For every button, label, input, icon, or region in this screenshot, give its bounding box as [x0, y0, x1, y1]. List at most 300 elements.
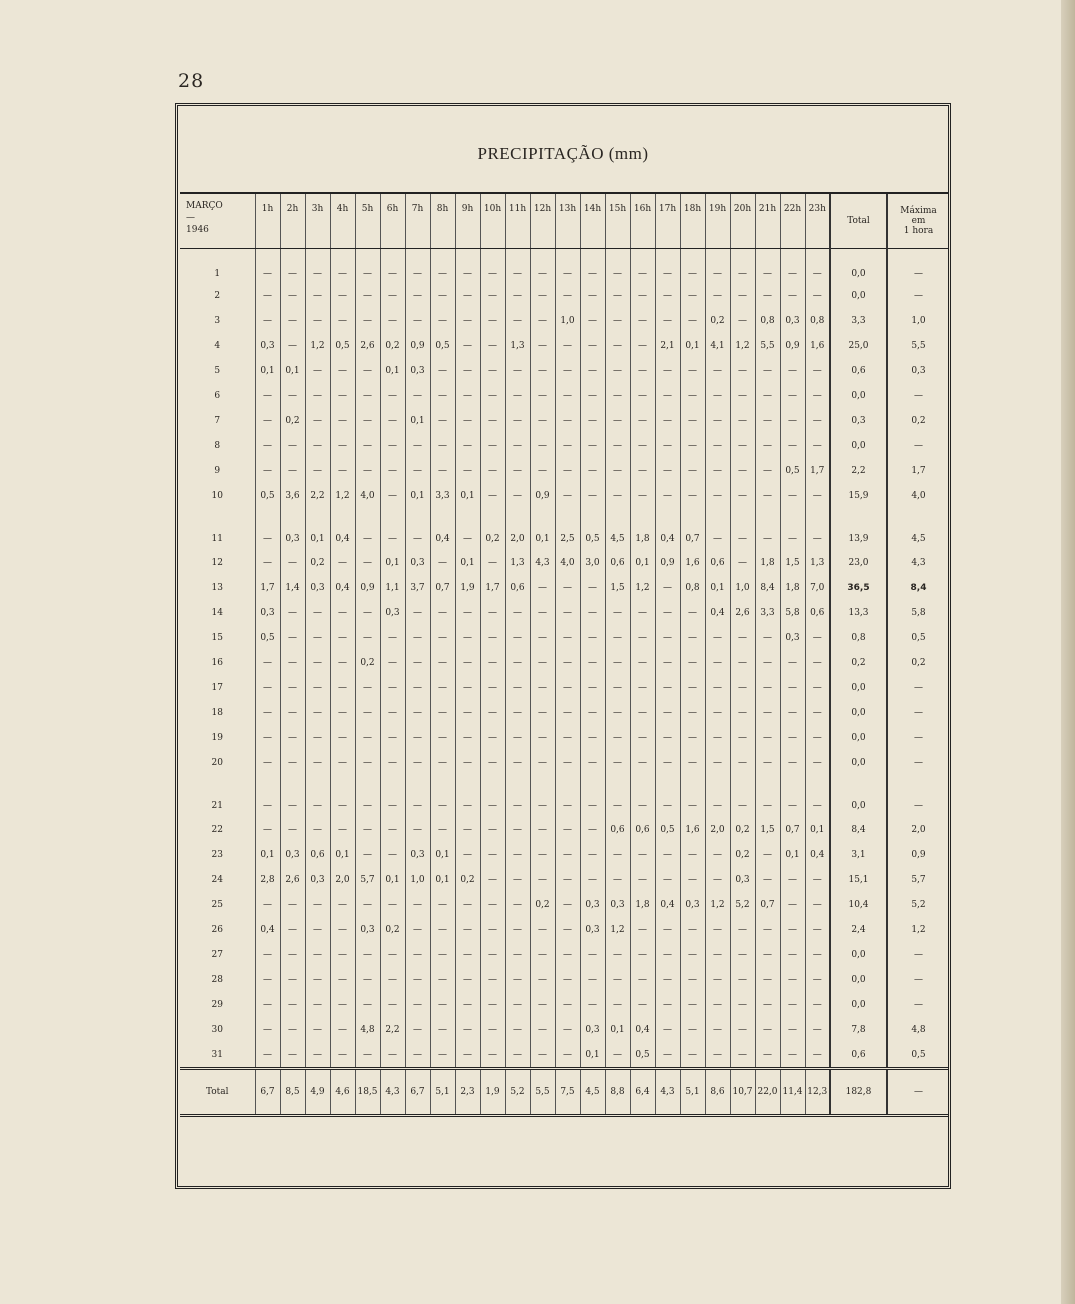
hour-cell: —	[255, 508, 280, 550]
hour-cell: 0,3	[680, 892, 705, 917]
hour-total-cell: 8,8	[605, 1069, 630, 1116]
grand-total-cell: 182,8	[830, 1069, 887, 1116]
hour-cell: —	[655, 483, 680, 508]
hour-cell: —	[730, 550, 755, 575]
hour-cell: —	[405, 892, 430, 917]
hour-cell: 4,5	[605, 508, 630, 550]
hour-cell: —	[405, 967, 430, 992]
hour-cell: —	[405, 1042, 430, 1069]
hour-cell: —	[255, 550, 280, 575]
hour-cell: —	[805, 867, 830, 892]
hour-cell: —	[655, 1017, 680, 1042]
hour-cell: —	[255, 249, 280, 284]
hour-cell: —	[655, 458, 680, 483]
hour-cell: —	[555, 333, 580, 358]
hour-total-cell: 5,1	[430, 1069, 455, 1116]
day-max-cell: —	[887, 700, 949, 725]
month-label: MARÇO	[186, 201, 223, 211]
hour-cell: —	[780, 967, 805, 992]
hour-cell: —	[655, 383, 680, 408]
hour-cell: —	[605, 625, 630, 650]
day-total-cell: 0,0	[830, 942, 887, 967]
table-row	[180, 483, 949, 508]
hour-cell: —	[655, 358, 680, 383]
hour-cell: 2,2	[380, 1017, 405, 1042]
hour-cell: —	[430, 992, 455, 1017]
hour-cell: —	[805, 917, 830, 942]
hour-cell: —	[805, 650, 830, 675]
hour-cell: —	[655, 600, 680, 625]
hour-total-cell: 4,3	[655, 1069, 680, 1116]
hour-cell: —	[655, 675, 680, 700]
hour-cell: —	[555, 600, 580, 625]
day-total-cell: 23,0	[830, 550, 887, 575]
hour-cell: —	[505, 942, 530, 967]
hour-cell: —	[630, 383, 655, 408]
hour-cell: —	[755, 249, 780, 284]
hour-cell: —	[680, 600, 705, 625]
hour-cell: —	[680, 1042, 705, 1069]
hour-cell: —	[630, 433, 655, 458]
hour-cell: —	[255, 383, 280, 408]
hour-cell: —	[805, 750, 830, 775]
table-row	[180, 917, 949, 942]
hour-cell: 0,4	[655, 508, 680, 550]
hour-cell: —	[655, 308, 680, 333]
hour-cell: —	[405, 458, 430, 483]
hour-cell: 0,1	[805, 817, 830, 842]
hour-cell: —	[480, 775, 505, 817]
day-cell: 6	[214, 390, 221, 401]
hour-cell: 0,9	[405, 333, 430, 358]
hour-cell: —	[380, 700, 405, 725]
table-row	[180, 892, 949, 917]
hour-cell: —	[355, 942, 380, 967]
hour-cell: —	[680, 283, 705, 308]
hour-cell: —	[480, 383, 505, 408]
hour-cell: 1,2	[730, 333, 755, 358]
hour-cell: —	[605, 725, 630, 750]
hour-cell: —	[480, 433, 505, 458]
hour-cell: —	[605, 842, 630, 867]
month-dash: —	[186, 213, 195, 223]
hour-cell: —	[755, 842, 780, 867]
day-total-cell: 13,9	[830, 508, 887, 550]
hour-cell: —	[430, 1017, 455, 1042]
day-max-cell: 2,0	[887, 817, 949, 842]
hour-cell: —	[705, 358, 730, 383]
hour-cell: —	[680, 308, 705, 333]
table-row	[180, 867, 949, 892]
hour-cell: —	[330, 650, 355, 675]
hour-cell: —	[555, 942, 580, 967]
day-cell: 11	[211, 534, 223, 544]
hour-cell: —	[580, 333, 605, 358]
hour-cell: —	[705, 650, 730, 675]
hour-cell: —	[755, 1017, 780, 1042]
hour-cell: —	[555, 358, 580, 383]
hour-cell: 5,8	[780, 600, 805, 625]
hour-cell: —	[680, 433, 705, 458]
day-total-cell: 8,4	[830, 817, 887, 842]
hour-cell: 1,5	[780, 550, 805, 575]
hour-cell: 0,2	[530, 892, 555, 917]
table-row	[180, 550, 949, 575]
hour-cell: —	[455, 892, 480, 917]
hour-cell: —	[405, 775, 430, 817]
hour-cell: —	[530, 967, 555, 992]
day-total-cell: 13,3	[830, 600, 887, 625]
hour-cell: —	[580, 942, 605, 967]
table-row	[180, 1017, 949, 1042]
hour-cell: —	[605, 433, 630, 458]
hour-cell: —	[580, 867, 605, 892]
hour-cell: —	[805, 942, 830, 967]
hour-cell: 0,7	[680, 508, 705, 550]
hour-cell: —	[380, 725, 405, 750]
hour-cell: —	[680, 1017, 705, 1042]
hour-cell: —	[555, 408, 580, 433]
hour-cell: —	[755, 967, 780, 992]
hour-cell: 0,4	[430, 508, 455, 550]
hour-cell: —	[705, 942, 730, 967]
hour-cell: —	[530, 650, 555, 675]
hour-cell: 2,2	[305, 483, 330, 508]
hour-cell: 0,1	[305, 508, 330, 550]
hour-cell: 1,1	[380, 575, 405, 600]
hour-cell: —	[355, 383, 380, 408]
hour-cell: —	[455, 650, 480, 675]
hour-cell: —	[755, 650, 780, 675]
hour-cell: —	[555, 917, 580, 942]
hour-header: 23h	[805, 193, 830, 249]
hour-cell: 0,7	[430, 575, 455, 600]
hour-cell: —	[330, 917, 355, 942]
hour-cell: 0,1	[380, 358, 405, 383]
hour-cell: —	[405, 433, 430, 458]
hour-cell: —	[480, 917, 505, 942]
hour-cell: —	[730, 992, 755, 1017]
hour-cell: —	[505, 600, 530, 625]
hour-cell: —	[255, 892, 280, 917]
hour-cell: 0,4	[255, 917, 280, 942]
hour-cell: 0,5	[255, 625, 280, 650]
hour-cell: —	[355, 433, 380, 458]
hour-cell: 0,9	[655, 550, 680, 575]
hour-cell: —	[280, 625, 305, 650]
hour-cell: —	[330, 817, 355, 842]
day-max-cell: 5,2	[887, 892, 949, 917]
hour-cell: —	[330, 725, 355, 750]
hour-cell: —	[455, 283, 480, 308]
hour-total-cell: 6,7	[255, 1069, 280, 1116]
hour-cell: —	[555, 867, 580, 892]
hour-cell: —	[705, 750, 730, 775]
hour-cell: —	[530, 750, 555, 775]
hour-cell: —	[605, 383, 630, 408]
hour-cell: —	[530, 725, 555, 750]
hour-cell: —	[330, 1017, 355, 1042]
hour-cell: —	[280, 458, 305, 483]
hour-cell: —	[505, 842, 530, 867]
hour-cell: 2,0	[705, 817, 730, 842]
hour-cell: —	[505, 283, 530, 308]
hour-cell: —	[330, 283, 355, 308]
hour-cell: —	[730, 433, 755, 458]
hour-cell: —	[430, 408, 455, 433]
hour-total-cell: 4,5	[580, 1069, 605, 1116]
hour-cell: —	[630, 750, 655, 775]
hour-cell: 2,0	[330, 867, 355, 892]
max-header-line: Máxima	[900, 206, 937, 216]
hour-cell: —	[730, 458, 755, 483]
day-total-cell: 0,8	[830, 625, 887, 650]
hour-cell: —	[580, 625, 605, 650]
day-cell: 29	[211, 999, 223, 1010]
hour-cell: —	[680, 650, 705, 675]
hour-cell: —	[530, 625, 555, 650]
hour-cell: —	[730, 675, 755, 700]
hour-cell: 1,7	[255, 575, 280, 600]
hour-cell: —	[330, 750, 355, 775]
hour-cell: —	[430, 942, 455, 967]
hour-cell: —	[355, 725, 380, 750]
hour-cell: —	[680, 249, 705, 284]
day-total-cell: 3,1	[830, 842, 887, 867]
hour-cell: —	[355, 508, 380, 550]
hour-cell: —	[480, 842, 505, 867]
table-row	[180, 700, 949, 725]
hour-total-cell: 5,5	[530, 1069, 555, 1116]
hour-cell: 0,1	[405, 483, 430, 508]
hour-cell: —	[380, 383, 405, 408]
hour-cell: 0,4	[655, 892, 680, 917]
hour-total-cell: 5,1	[680, 1069, 705, 1116]
hour-header: 11h	[505, 193, 530, 249]
hour-cell: —	[630, 700, 655, 725]
table-row	[180, 967, 949, 992]
hour-cell: —	[480, 308, 505, 333]
hour-cell: 0,3	[780, 625, 805, 650]
day-total-cell: 0,6	[830, 358, 887, 383]
hour-cell: —	[430, 967, 455, 992]
hour-cell: —	[605, 333, 630, 358]
hour-cell: —	[430, 775, 455, 817]
day-cell: 22	[211, 824, 223, 835]
hour-cell: —	[555, 892, 580, 917]
hour-cell: —	[305, 650, 330, 675]
hour-cell: —	[505, 817, 530, 842]
hour-cell: —	[430, 917, 455, 942]
hour-cell: —	[730, 650, 755, 675]
hour-cell: —	[430, 725, 455, 750]
hour-cell: 0,1	[430, 842, 455, 867]
hour-cell: 0,6	[630, 817, 655, 842]
hour-cell: 0,1	[255, 842, 280, 867]
hour-cell: —	[580, 308, 605, 333]
day-total-cell: 0,0	[830, 992, 887, 1017]
hour-cell: —	[405, 817, 430, 842]
hour-cell: —	[430, 1042, 455, 1069]
hour-cell: —	[330, 892, 355, 917]
hour-cell: —	[805, 892, 830, 917]
day-total-cell: 25,0	[830, 333, 887, 358]
hour-cell: —	[755, 283, 780, 308]
hour-cell: —	[355, 675, 380, 700]
hour-cell: —	[405, 750, 430, 775]
hour-cell: —	[380, 750, 405, 775]
hour-cell: —	[630, 358, 655, 383]
hour-cell: 1,6	[680, 550, 705, 575]
hour-cell: 0,8	[755, 308, 780, 333]
hour-cell: —	[655, 842, 680, 867]
day-max-cell: 1,2	[887, 917, 949, 942]
hour-cell: —	[680, 483, 705, 508]
hour-cell: —	[730, 1042, 755, 1069]
hour-cell: —	[655, 992, 680, 1017]
hour-cell: —	[530, 383, 555, 408]
hour-cell: —	[405, 1017, 430, 1042]
hour-total-cell: 4,3	[380, 1069, 405, 1116]
hour-cell: —	[280, 725, 305, 750]
hour-cell: —	[355, 283, 380, 308]
hour-cell: —	[730, 625, 755, 650]
hour-header: 19h	[705, 193, 730, 249]
hour-cell: —	[530, 283, 555, 308]
day-max-cell: —	[887, 249, 949, 284]
grand-max-cell: —	[887, 1069, 949, 1116]
hour-cell: —	[780, 700, 805, 725]
hour-cell: 0,3	[405, 358, 430, 383]
hour-cell: —	[255, 675, 280, 700]
hour-cell: 0,3	[730, 867, 755, 892]
hour-cell: —	[505, 917, 530, 942]
hour-cell: —	[780, 725, 805, 750]
hour-cell: —	[380, 483, 405, 508]
hour-cell: 0,3	[405, 842, 430, 867]
hour-header: 21h	[755, 193, 780, 249]
hour-cell: —	[555, 1042, 580, 1069]
hour-cell: —	[355, 775, 380, 817]
hour-cell: —	[480, 1042, 505, 1069]
day-max-cell: 0,9	[887, 842, 949, 867]
hour-cell: —	[605, 967, 630, 992]
hour-cell: —	[480, 249, 505, 284]
hour-header: 1h	[255, 193, 280, 249]
hour-cell: —	[605, 700, 630, 725]
hour-cell: —	[380, 892, 405, 917]
hour-cell: —	[655, 725, 680, 750]
hour-cell: —	[255, 458, 280, 483]
day-max-cell: —	[887, 967, 949, 992]
hour-cell: —	[780, 358, 805, 383]
hour-cell: —	[780, 917, 805, 942]
table-row	[180, 333, 949, 358]
hour-cell: —	[405, 600, 430, 625]
hour-cell: 0,1	[380, 550, 405, 575]
hour-cell: —	[580, 249, 605, 284]
day-max-cell: 5,7	[887, 867, 949, 892]
hour-header: 8h	[430, 193, 455, 249]
day-total-cell: 0,0	[830, 383, 887, 408]
day-total-cell: 15,1	[830, 867, 887, 892]
hour-cell: —	[555, 700, 580, 725]
hour-cell: —	[530, 675, 555, 700]
hour-header: 4h	[330, 193, 355, 249]
hour-cell: —	[630, 917, 655, 942]
hour-cell: —	[530, 358, 555, 383]
hour-cell: —	[455, 600, 480, 625]
day-cell: 28	[211, 974, 223, 985]
hour-cell: 0,3	[255, 600, 280, 625]
hour-cell: —	[455, 967, 480, 992]
hour-cell: —	[305, 283, 330, 308]
hour-cell: —	[630, 483, 655, 508]
hour-cell: 0,7	[780, 817, 805, 842]
hour-cell: —	[480, 892, 505, 917]
hour-cell: —	[530, 1042, 555, 1069]
hour-cell: —	[655, 867, 680, 892]
hour-cell: —	[430, 625, 455, 650]
hour-cell: —	[455, 992, 480, 1017]
hour-cell: —	[530, 867, 555, 892]
hour-cell: —	[455, 675, 480, 700]
hour-cell: —	[455, 383, 480, 408]
hour-cell: —	[655, 917, 680, 942]
hour-cell: —	[680, 358, 705, 383]
hour-cell: —	[780, 1042, 805, 1069]
hour-cell: —	[630, 600, 655, 625]
hour-cell: —	[255, 942, 280, 967]
hour-cell: —	[280, 1017, 305, 1042]
hour-cell: —	[255, 700, 280, 725]
hour-cell: —	[555, 625, 580, 650]
hour-cell: —	[380, 625, 405, 650]
hour-cell: —	[380, 508, 405, 550]
hour-cell: —	[455, 942, 480, 967]
day-cell: 27	[211, 949, 223, 960]
hour-cell: —	[805, 483, 830, 508]
hour-cell: —	[480, 483, 505, 508]
hour-cell: —	[480, 942, 505, 967]
hour-cell: —	[455, 358, 480, 383]
hour-total-cell: 7,5	[555, 1069, 580, 1116]
hour-cell: —	[280, 942, 305, 967]
hour-cell: 1,8	[780, 575, 805, 600]
hour-cell: 0,2	[455, 867, 480, 892]
hour-cell: —	[330, 408, 355, 433]
hour-cell: —	[505, 700, 530, 725]
hour-total-cell: 22,0	[755, 1069, 780, 1116]
table-frame	[175, 103, 951, 1189]
hour-cell: —	[680, 675, 705, 700]
hour-cell: —	[530, 1017, 555, 1042]
day-total-cell: 0,0	[830, 775, 887, 817]
hour-cell: —	[305, 1042, 330, 1069]
hour-cell: —	[255, 308, 280, 333]
hour-cell: —	[305, 750, 330, 775]
day-total-cell: 0,0	[830, 283, 887, 308]
hour-cell: —	[780, 775, 805, 817]
hour-cell: —	[455, 408, 480, 433]
hour-header: 7h	[405, 193, 430, 249]
day-max-cell: 8,4	[887, 575, 949, 600]
hour-cell: —	[580, 383, 605, 408]
hour-cell: —	[680, 917, 705, 942]
hour-cell: —	[805, 967, 830, 992]
hour-cell: —	[455, 308, 480, 333]
hour-cell: —	[330, 358, 355, 383]
